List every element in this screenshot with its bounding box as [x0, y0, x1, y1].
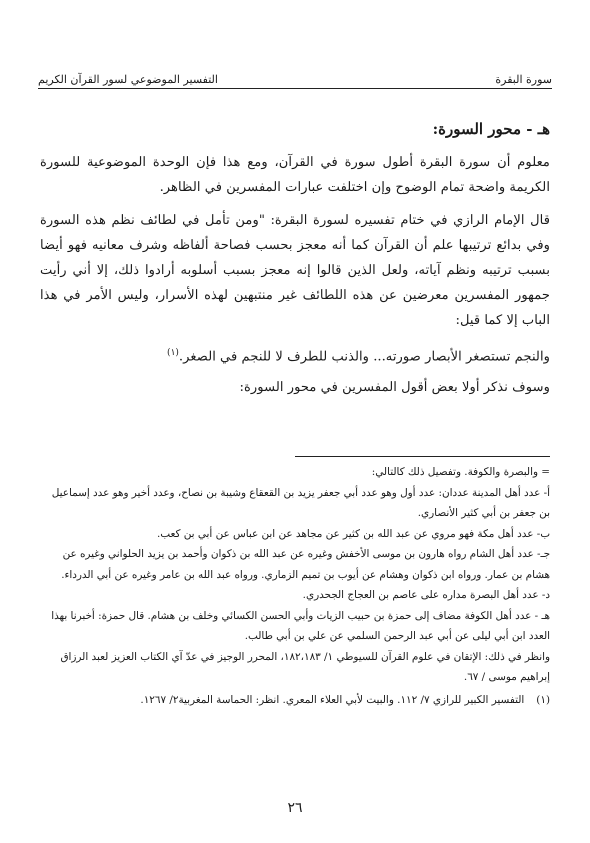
- footnote-line: د- عدد أهل البصرة مداره على عاصم بن العجاج الجحدري.: [302, 589, 550, 601]
- footnote-marker: (١): [167, 348, 179, 358]
- lead-in-line: وسوف نذكر أولا بعض أقول المفسرين في محور السورة:: [239, 380, 550, 396]
- header-surah: سورة البقرة: [495, 73, 552, 86]
- page-number: ٢٦: [287, 800, 303, 816]
- footnote-divider: [295, 456, 550, 457]
- footnote-line: هـ - عدد أهل الكوفة مضاف إلى حمزة بن حبيب الزيات وأبي الحسن الكسائي وخلف بن هشام. قال حمزة: أخبرنا بهذا العدد ابن أبي ليلى عن أبي عبد الرحمن السلمي عن علي بن أبي طالب.: [51, 609, 550, 642]
- body-text: [40, 150, 550, 406]
- footnote-line: ب- عدد أهل مكة فهو مروي عن عبد الله بن كثير عن مجاهد عن ابن عباس عن أبي بن كعب.: [156, 527, 550, 540]
- numbered-footnote: [40, 690, 550, 711]
- section-title: هـ - محور السورة:: [432, 120, 550, 138]
- footnote-line: = والبصرة والكوفة. وتفصيل ذلك كالتالي:: [371, 466, 550, 478]
- footnote-line: وانظر في ذلك: الإتقان في علوم القرآن للسيوطي ١/ ١٨٢،١٨٣، المحرر الوجيز في عدّ آي الكتاب العزيز لعبد الرزاق إبراهيم موسى / ٦٧.: [60, 650, 550, 683]
- footnotes: [40, 462, 550, 710]
- header-book-title: التفسير الموضوعي لسور القرآن الكريم: [38, 73, 218, 86]
- verse-text: والنجم تستصغر الأبصار صورته... والذنب للطرف لا للنجم في الصغر.: [178, 349, 550, 365]
- verse-line: [40, 341, 550, 369]
- paragraph: قال الإمام الرازي في ختام تفسيره لسورة البقرة: "ومن تأمل في لطائف نظم هذه السورة وفي بدائع ترتيبها علم أن القرآن كما أنه معجز بحسب فصاحة ألفاظه وشرف معانيه فهو أيضا بسبب ترتيبه ونظم آياته، ولعل الذين قالوا إنه معجز بسبب أسلوبه أرادوا ذلك، إلا أني رأيت جمهور المفسرين معرضين عن هذه اللطائف غير منتبهين لهذه الأسرار، وليس الأمر في هذا الباب إلا كما قيل:: [40, 213, 550, 328]
- paragraph: معلوم أن سورة البقرة أطول سورة في القرآن، ومع هذا فإن الوحدة الموضوعية للسورة الكريمة واضحة تمام الوضوح وإن اختلفت عبارات المفسرين في الظاهر.: [40, 155, 550, 195]
- running-header: [38, 64, 552, 89]
- footnote-line: أ- عدد أهل المدينة عددان: عدد أول وهو عدد أبي جعفر يزيد بن القعقاع وشيبة بن نصاح، وعدد أخير وهو عدد إسماعيل بن جعفر بن أبي كثير الأنصاري.: [51, 486, 550, 519]
- footnote-line: جـ- عدد أهل الشام رواه هارون بن موسى الأخفش وغيره عن عبد الله بن ذكوان وأحمد بن يزيد الحلواني وغيره عن هشام بن عمار. ورواه ابن ذكوان وهشام عن أيوب بن تميم الزماري. ورواه عبد الله بن عامر وغيره عن أبي الدرداء.: [61, 548, 550, 581]
- footnote-text: التفسير الكبير للرازي ٧/ ١١٢. والبيت لأبي العلاء المعري. انظر: الحماسة المغربية٢/ ١٢٦٧.: [140, 693, 525, 706]
- footnote-number: (١): [536, 693, 550, 706]
